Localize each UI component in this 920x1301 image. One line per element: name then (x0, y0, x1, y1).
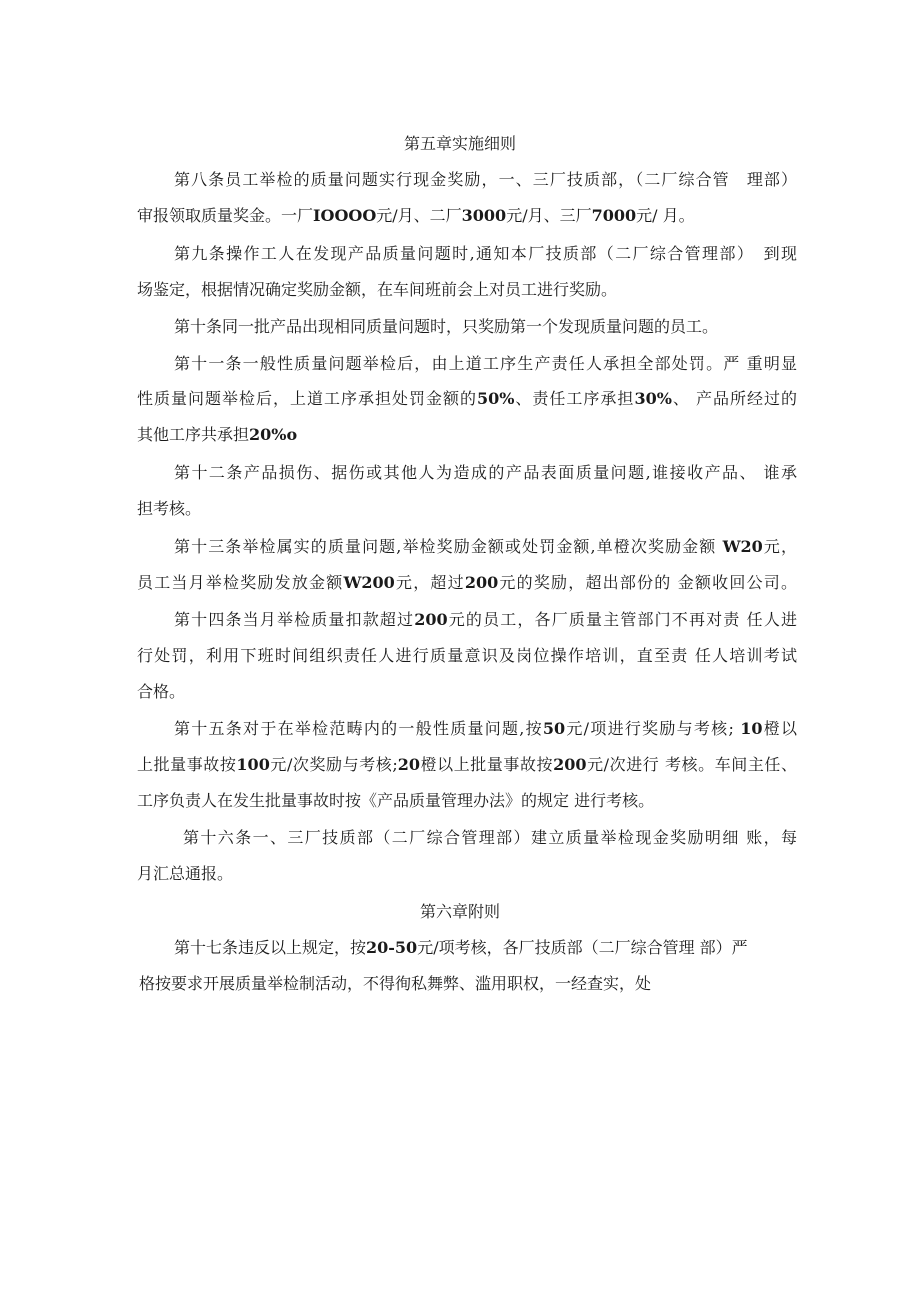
article-14-line-1: 第十四条当月举检质量扣款超过200元的员工，各厂质量主管部门不再对责 任人进 (174, 610, 797, 629)
article-16-line-1: 第十六条一、三厂技质部（二厂综合管理部）建立质量举检现金奖励明细 账，每 (183, 828, 797, 847)
article-12-line-2: 担考核。 (137, 499, 202, 518)
article-10-line-1: 第十条同一批产品出现相同质量问题时，只奖励第一个发现质量问题的员工。 (174, 317, 719, 336)
article-9-line-2: 场鉴定，根据情况确定奖励金额，在车间班前会上对员工进行奖励。 (137, 280, 618, 299)
article-16-line-2: 月汇总通报。 (137, 864, 234, 883)
article-13-line-2: 员工当月举检奖励发放金额W200元，超过200元的奖励，超出部份的 金额收回公司。 (137, 573, 797, 592)
article-15-line-3: 工序负责人在发生批量事故时按《产品质量管理办法》的规定 进行考核。 (137, 791, 655, 810)
article-17-line-2: 格按要求开展质量举检制活动，不得徇私舞弊、滥用职权，一经查实，处 (139, 974, 652, 993)
article-8-line-1: 第八条员工举检的质量问题实行现金奖励，一、三厂技质部，（二厂综合管 理部） (174, 170, 797, 189)
article-14-line-3: 合格。 (137, 682, 186, 701)
article-12-line-1: 第十二条产品损伤、据伤或其他人为造成的产品表面质量问题,谁接收产品、 谁承 (174, 463, 797, 482)
article-9-line-1: 第九条操作工人在发现产品质量问题时,通知本厂技质部（二厂综合管理部） 到现 (174, 244, 797, 263)
chapter-5-title: 第五章实施细则 (403, 134, 516, 153)
article-15-line-1: 第十五条对于在举检范畴内的一般性质量问题,按50元/项进行奖励与考核; 10橙以 (174, 719, 797, 738)
article-11-line-1: 第十一条一般性质量问题举检后，由上道工序生产责任人承担全部处罚。严 重明显 (174, 354, 797, 373)
article-8-line-2: 审报领取质量奖金。一厂IOOOO元/月、二厂3000元/月、三厂7000元/ 月。 (137, 206, 695, 225)
chapter-6-title: 第六章附则 (419, 902, 500, 921)
article-13-line-1: 第十三条举检属实的质量问题,举检奖励金额或处罚金额,单橙次奖励金额 W20元， (174, 537, 797, 556)
article-17-line-1: 第十七条违反以上规定，按20-50元/项考核，各厂技质部（二厂综合管理 部）严 (174, 938, 748, 957)
article-14-line-2: 行处罚，利用下班时间组织责任人进行质量意识及岗位操作培训，直至责 任人培训考试 (137, 646, 797, 665)
article-15-line-2: 上批量事故按100元/次奖励与考核;20橙以上批量事故按200元/次进行 考核。车间主任、 (137, 755, 797, 774)
article-11-line-2: 性质量问题举检后，上道工序承担处罚金额的50%、责任工序承担30%、 产品所经过的 (137, 389, 797, 408)
article-11-line-3: 其他工序共承担20%o (137, 425, 298, 444)
